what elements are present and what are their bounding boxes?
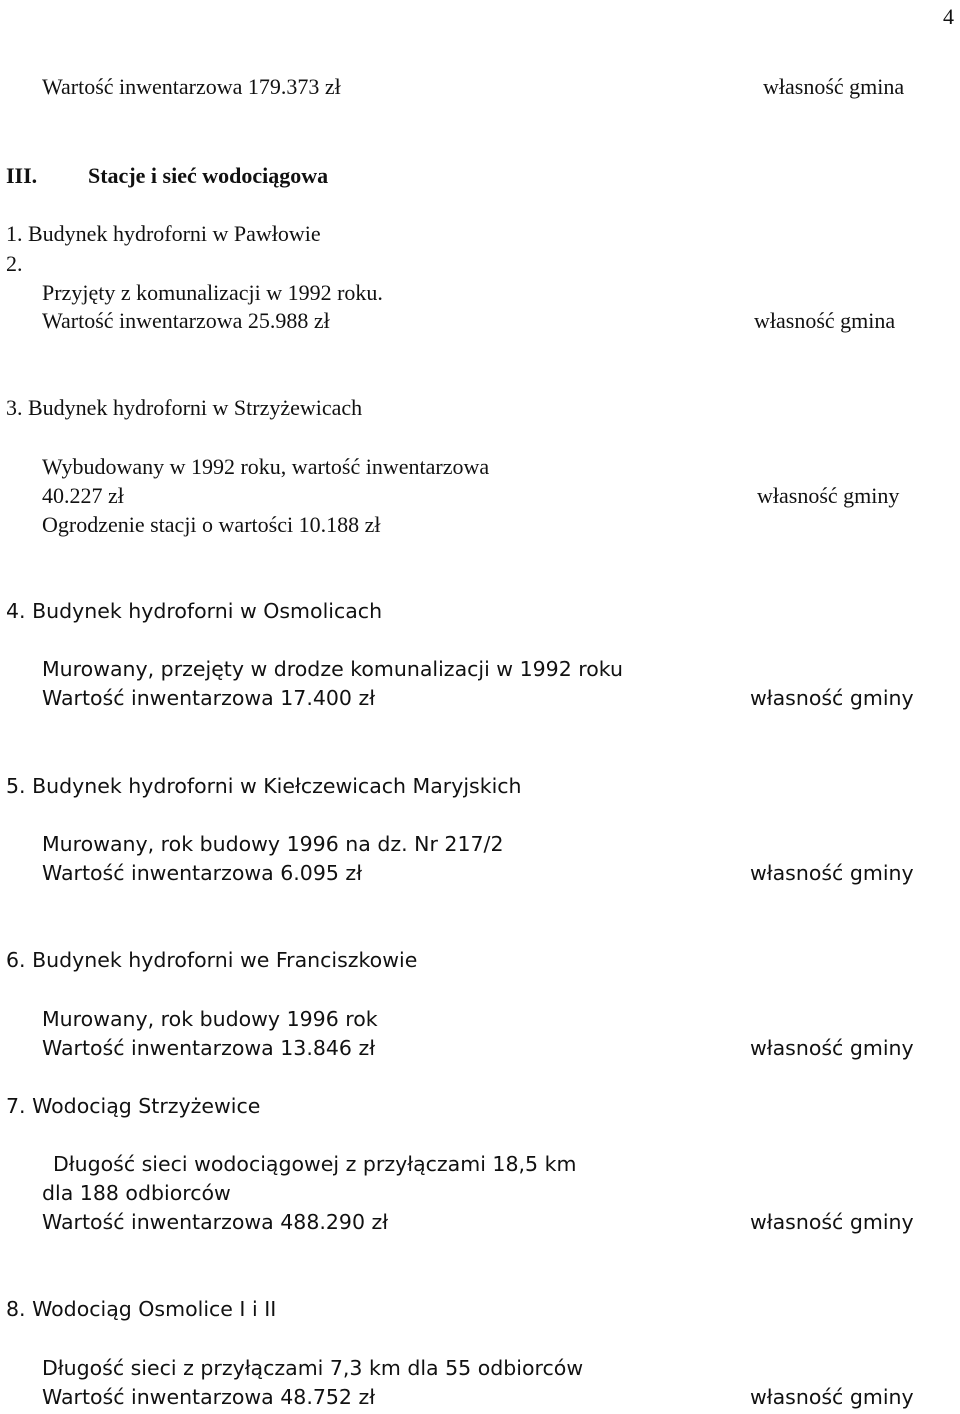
item-5-title: 5. Budynek hydroforni w Kiełczewicach Maryjskich bbox=[6, 774, 522, 798]
item-4-title: 4. Budynek hydroforni w Osmolicach bbox=[6, 599, 383, 623]
item-7-recipients: dla 188 odbiorców bbox=[42, 1181, 231, 1205]
item-3-value: 40.227 zł bbox=[42, 483, 124, 508]
section-number: III. bbox=[6, 163, 38, 188]
item-2-value: Wartość inwentarzowa 25.988 zł bbox=[42, 308, 330, 333]
intro-ownership: własność gmina bbox=[763, 74, 905, 99]
item-3-ownership: własność gminy bbox=[757, 483, 900, 508]
item-4-value: Wartość inwentarzowa 17.400 zł bbox=[42, 686, 376, 710]
item-2-desc: Przyjęty z komunalizacji w 1992 roku. bbox=[42, 280, 383, 305]
item-1-title: 1. Budynek hydroforni w Pawłowie bbox=[6, 221, 321, 246]
item-2-ownership: własność gmina bbox=[754, 308, 896, 333]
item-7-desc: Długość sieci wodociągowej z przyłączami 18,5 km bbox=[53, 1152, 577, 1176]
item-7-ownership: własność gminy bbox=[750, 1210, 914, 1234]
item-6-desc: Murowany, rok budowy 1996 rok bbox=[42, 1007, 378, 1031]
page-number: 4 bbox=[943, 4, 954, 29]
item-5-value: Wartość inwentarzowa 6.095 zł bbox=[42, 861, 363, 885]
item-4-ownership: własność gminy bbox=[750, 686, 914, 710]
item-5-desc: Murowany, rok budowy 1996 na dz. Nr 217/2 bbox=[42, 832, 504, 856]
item-8-ownership: własność gminy bbox=[750, 1385, 914, 1409]
item-8-desc: Długość sieci z przyłączami 7,3 km dla 55 odbiorców bbox=[42, 1356, 584, 1380]
intro-value: Wartość inwentarzowa 179.373 zł bbox=[42, 74, 341, 99]
item-8-title: 8. Wodociąg Osmolice I i II bbox=[6, 1297, 277, 1321]
item-3-fence: Ogrodzenie stacji o wartości 10.188 zł bbox=[42, 512, 381, 537]
item-7-title: 7. Wodociąg Strzyżewice bbox=[6, 1094, 261, 1118]
item-4-desc: Murowany, przejęty w drodze komunalizacji w 1992 roku bbox=[42, 657, 624, 681]
item-5-ownership: własność gminy bbox=[750, 861, 914, 885]
section-title: Stacje i sieć wodociągowa bbox=[88, 163, 329, 188]
item-3-desc: Wybudowany w 1992 roku, wartość inwentarzowa bbox=[42, 454, 490, 479]
item-6-value: Wartość inwentarzowa 13.846 zł bbox=[42, 1036, 376, 1060]
item-3-title: 3. Budynek hydroforni w Strzyżewicach bbox=[6, 395, 363, 420]
item-6-title: 6. Budynek hydroforni we Franciszkowie bbox=[6, 948, 418, 972]
item-8-value: Wartość inwentarzowa 48.752 zł bbox=[42, 1385, 376, 1409]
item-2-number: 2. bbox=[6, 251, 23, 276]
item-6-ownership: własność gminy bbox=[750, 1036, 914, 1060]
item-7-value: Wartość inwentarzowa 488.290 zł bbox=[42, 1210, 389, 1234]
